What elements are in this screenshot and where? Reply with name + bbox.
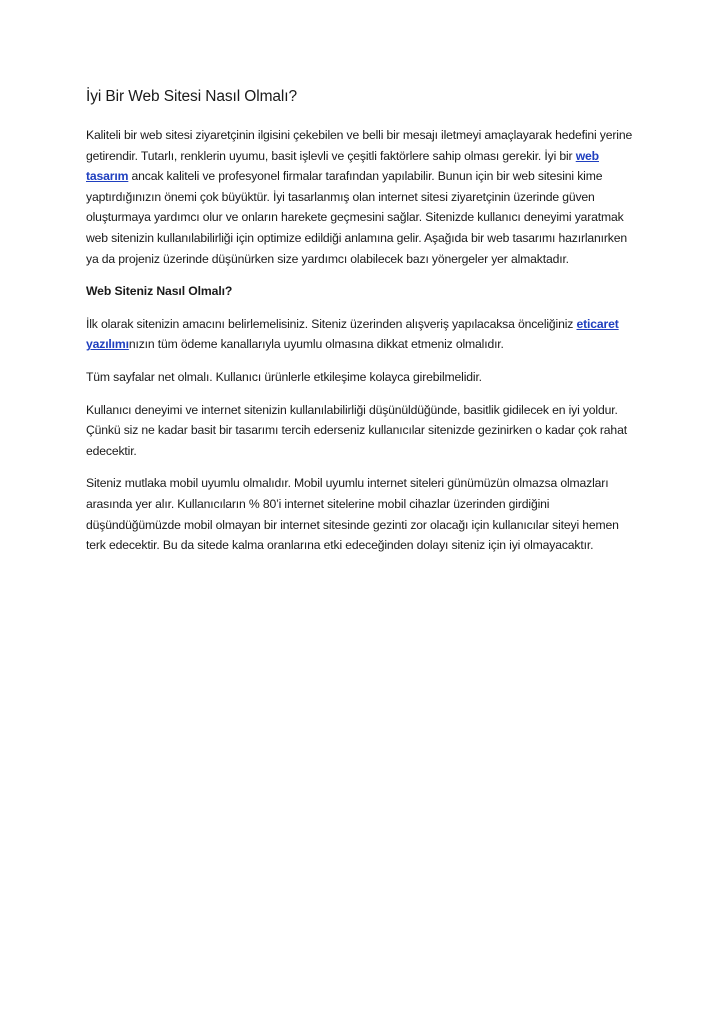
eticaret-yazilimi-link[interactable]: eticaret yazılımı bbox=[86, 316, 619, 352]
purpose-paragraph bbox=[86, 314, 638, 355]
intro-text-after-link: ancak kaliteli ve profesyonel firmalar tarafından yapılabilir. Bunun için bir web sitesini kime yaptırdığınızın önemi çok büyüktür. İyi tasarlanmış olan internet sitesi ziyaretçinin üzerinde güven oluşturmaya yardımcı olur ve onların harekete geçmesini sağlar. Sitenizde kullanıcı deneyimi yaratmak web sitenizin kullanılabilirliği için optimize edildiği anlamına gelir. Aşağıda bir web tasarımı hazırlanırken ya da projeniz üzerinde düşünürken size yardımcı olabilecek bazı yönergeler yer almaktadır. bbox=[86, 169, 628, 266]
web-tasarim-link[interactable]: web tasarım bbox=[86, 148, 599, 184]
purpose-text-before-link: İlk olarak sitenizin amacını belirlemelisiniz. Siteniz üzerinden alışveriş yapılacaksa önceliğiniz bbox=[86, 316, 577, 331]
intro-paragraph bbox=[86, 125, 638, 269]
document-title: İyi Bir Web Sitesi Nasıl Olmalı? bbox=[86, 88, 297, 105]
simplicity-paragraph: Kullanıcı deneyimi ve internet sitenizin kullanılabilirliği düşünüldüğünde, basitlik gidilecek en iyi yoldur. Çünkü siz ne kadar basit bir tasarımı tercih ederseniz kullanıcılar sitenizde gezinirken o kadar çok rahat edecektir. bbox=[86, 402, 627, 458]
mobile-paragraph: Siteniz mutlaka mobil uyumlu olmalıdır. Mobil uyumlu internet siteleri günümüzün olmazsa olmazları arasında yer alır. Kullanıcıların % 80’i internet sitelerine mobil cihazlar üzerinden girdiğini düşündüğümüzde mobil olmayan bir internet sitesinde gezinti zor olacağı için kullanıcılar siteyi hemen terk edecektir. Bu da sitede kalma oranlarına etki edeceğinden dolayı siteniz için iyi olmayacaktır. bbox=[86, 476, 619, 553]
clarity-paragraph: Tüm sayfalar net olmalı. Kullanıcı ürünlerle etkileşime kolayca girebilmelidir. bbox=[86, 369, 482, 384]
document-page bbox=[86, 86, 638, 568]
purpose-text-after-link: nızın tüm ödeme kanallarıyla uyumlu olmasına dikkat etmeniz olmalıdır. bbox=[128, 337, 504, 352]
intro-text-before-link: Kaliteli bir web sitesi ziyaretçinin ilgisini çekebilen ve belli bir mesajı iletmeyi amaçlayarak hedefini yerine getirendir. Tutarlı, renklerin uyumu, basit işlevli ve çeşitli faktörlere sahip olması gerekir. İyi bir bbox=[86, 128, 633, 163]
section-heading: Web Siteniz Nasıl Olmalı? bbox=[86, 284, 233, 299]
